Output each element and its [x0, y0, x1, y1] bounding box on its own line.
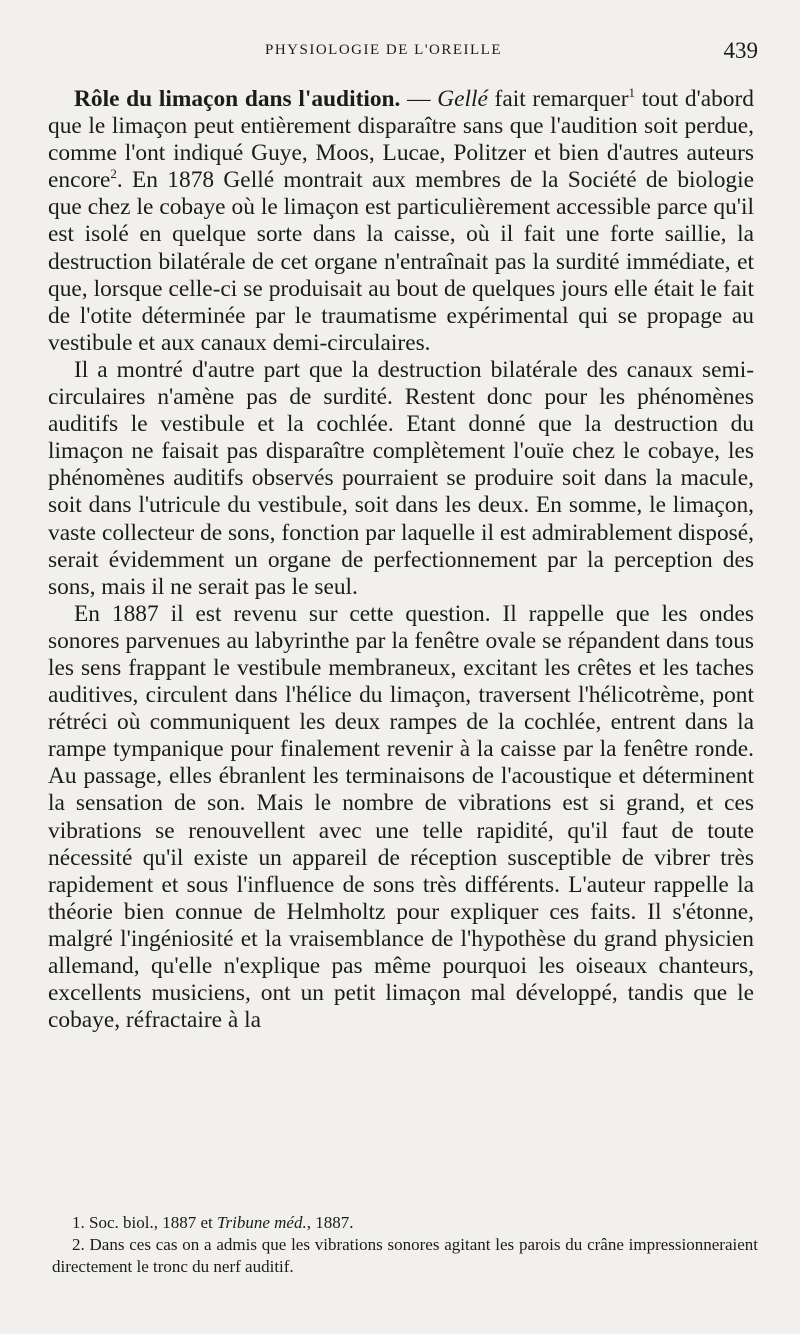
paragraph-3: En 1887 il est revenu sur cette question. Il rappelle que les ondes sonores parvenues au labyrinthe par la fenêtre ovale se répandent dans tous les sens frappant le vestibule membraneux, excitant les crêtes et les taches auditives, circulent dans l'hélice du limaçon, traversent l'hélicotrème, pont rétréci où communiquent les deux rampes de la cochlée, entrent dans la rampe tympanique pour finalement revenir à la caisse par la fenêtre ronde. Au passage, elles ébranlent les terminaisons de l'acoustique et déterminent la sensation de son. Mais le nombre de vibrations est si grand, et ces vibrations se renouvellent avec une telle rapidité, qu'il faut de toute nécessité qu'il existe un appareil de réception susceptible de vibrer très rapidement et sous l'influence de sons très différents. L'auteur rappelle la théorie bien connue de Helmholtz pour expliquer ces faits. Il s'étonne, malgré l'ingéniosité et la vraisemblance de l'hypothèse du grand physicien allemand, qu'elle n'explique pas même pourquoi les oiseaux chanteurs, excellents musiciens, ont un petit limaçon mal développé, tandis que le cobaye, réfractaire à la [48, 600, 754, 1034]
footnote-1-text-b: , 1887. [306, 1213, 354, 1232]
footnote-1-text-a: 1. Soc. biol., 1887 et [72, 1213, 217, 1232]
footnote-1-journal: Tribune méd. [216, 1213, 307, 1232]
em-dash: — [400, 86, 438, 112]
running-title: PHYSIOLOGIE DE L'OREILLE [265, 42, 503, 58]
author-name: Gellé [437, 86, 488, 112]
paragraph-1-text-c: . En 1878 Gellé montrait aux membres de la Société de biologie que chez le cobaye où le limaçon est particulièrement accessible parce qu'il est isolé en quelque sorte dans la caisse, où il fait une forte saillie, la destruction bilatérale de cet organe n'entraînait pas la surdité immédiate, et que, lorsque celle-ci se produisait au bout de quelques jours elle était le fait de l'otite déterminée par le traumatisme expérimental qui se propage au vestibule et aux canaux demi-circulaires. [48, 167, 754, 356]
paragraph-2: Il a montré d'autre part que la destruction bilatérale des canaux semi-circulaires n'amène pas de surdité. Restent donc pour les phénomènes auditifs le vestibule et la cochlée. Etant donné que la destruction du limaçon ne faisait pas disparaître complètement l'ouïe chez le cobaye, les phénomènes auditifs observés pourraient se produire soit dans la macule, soit dans l'utricule du vestibule, soit dans les deux. En somme, le limaçon, vaste collecteur de sons, fonction par laquelle il est admirablement disposé, serait évidemment un organe de perfectionnement par la perception des sons, mais il ne serait pas le seul. [48, 356, 754, 600]
footnote-ref-1: 1 [628, 85, 636, 101]
page-number: 439 [723, 38, 758, 63]
section-lead: Rôle du limaçon dans l'audition. [74, 86, 401, 112]
paragraph-1-text-b: tout d'abord que le limaçon peut entièrement disparaître sans que l'audition soit perdue, comme l'ont indiqué Guye, Moos, Lucae, Politzer et bien d'autres auteurs encore [48, 86, 754, 194]
paragraph-1 [48, 86, 754, 357]
footnote-1 [52, 1212, 758, 1234]
body-text [48, 86, 754, 1034]
footnotes [52, 1212, 758, 1278]
running-head [0, 38, 800, 68]
paragraph-1-text-a: fait remarquer [487, 86, 629, 112]
footnote-ref-2: 2 [110, 166, 117, 182]
footnote-2: 2. Dans ces cas on a admis que les vibrations sonores agitant les parois du crâne impressionneraient directement le tronc du nerf auditif. [52, 1235, 758, 1276]
